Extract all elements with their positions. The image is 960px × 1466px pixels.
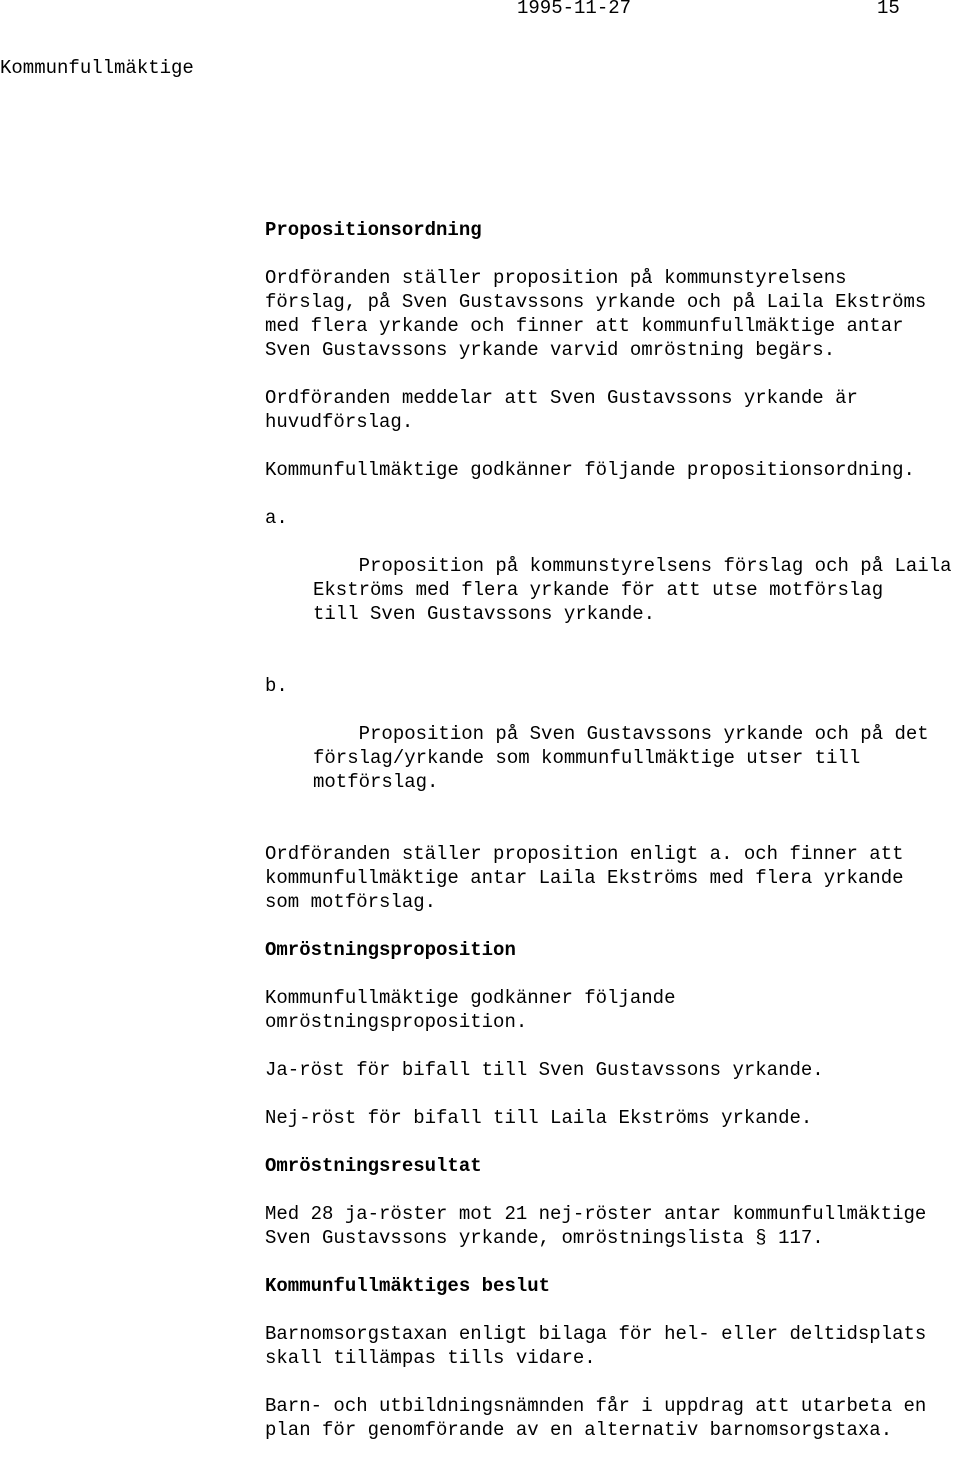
section-heading-propositionsordning: Propositionsordning [265,219,482,241]
paragraph: Ordföranden ställer proposition enligt a. och finner att kommunfullmäktige antar Laila Ekströms med flera yrkande som motförslag. [265,843,904,913]
paragraph: Nej-röst för bifall till Laila Ekströms yrkande. [265,1107,813,1129]
list-item-a [265,506,960,650]
paragraph: Kommunfullmäktige godkänner följande propositionsordning. [265,459,915,481]
section-heading-omrostningsresultat: Omröstningsresultat [265,1155,482,1177]
paragraph: Barn- och utbildningsnämnden får i uppdrag att utarbeta en plan för genomförande av en alternativ barnomsorgstaxa. [265,1395,927,1441]
list-item-b [265,674,960,818]
paragraph: Ja-röst för bifall till Sven Gustavssons yrkande. [265,1059,824,1081]
list-item-text: Proposition på Sven Gustavssons yrkande och på det förslag/yrkande som kommunfullmäktige utser till motförslag. [313,723,929,793]
paragraph: Med 28 ja-röster mot 21 nej-röster antar kommunfullmäktige Sven Gustavssons yrkande, omröstningslista § 117. [265,1203,927,1249]
paragraph: Ordföranden meddelar att Sven Gustavssons yrkande är huvudförslag. [265,387,858,433]
list-item-label: b. [265,675,288,697]
list-item-label: a. [265,507,288,529]
paragraph: Barnomsorgstaxan enligt bilaga för hel- eller deltidsplats skall tillämpas tills vidare. [265,1323,927,1369]
section-heading-beslut: Kommunfullmäktiges beslut [265,1275,551,1297]
header-date: 1995-11-27 [517,0,632,19]
department-name: Kommunfullmäktige [0,57,194,79]
minutes-body [265,218,960,1466]
paragraph: Ordföranden ställer proposition på kommunstyrelsens förslag, på Sven Gustavssons yrkande och på Laila Ekströms med flera yrkande och finner att kommunfullmäktige antar Sven Gustavssons yrkande varvid omröstning begärs. [265,267,927,361]
paragraph: Kommunfullmäktige godkänner följande omröstningsproposition. [265,987,676,1033]
page-number: 15 [877,0,900,19]
section-heading-omrostningsproposition: Omröstningsproposition [265,939,516,961]
list-item-text: Proposition på kommunstyrelsens förslag och på Laila Ekströms med flera yrkande för att utse motförslag till Sven Gustavssons yrkande. [313,555,952,625]
